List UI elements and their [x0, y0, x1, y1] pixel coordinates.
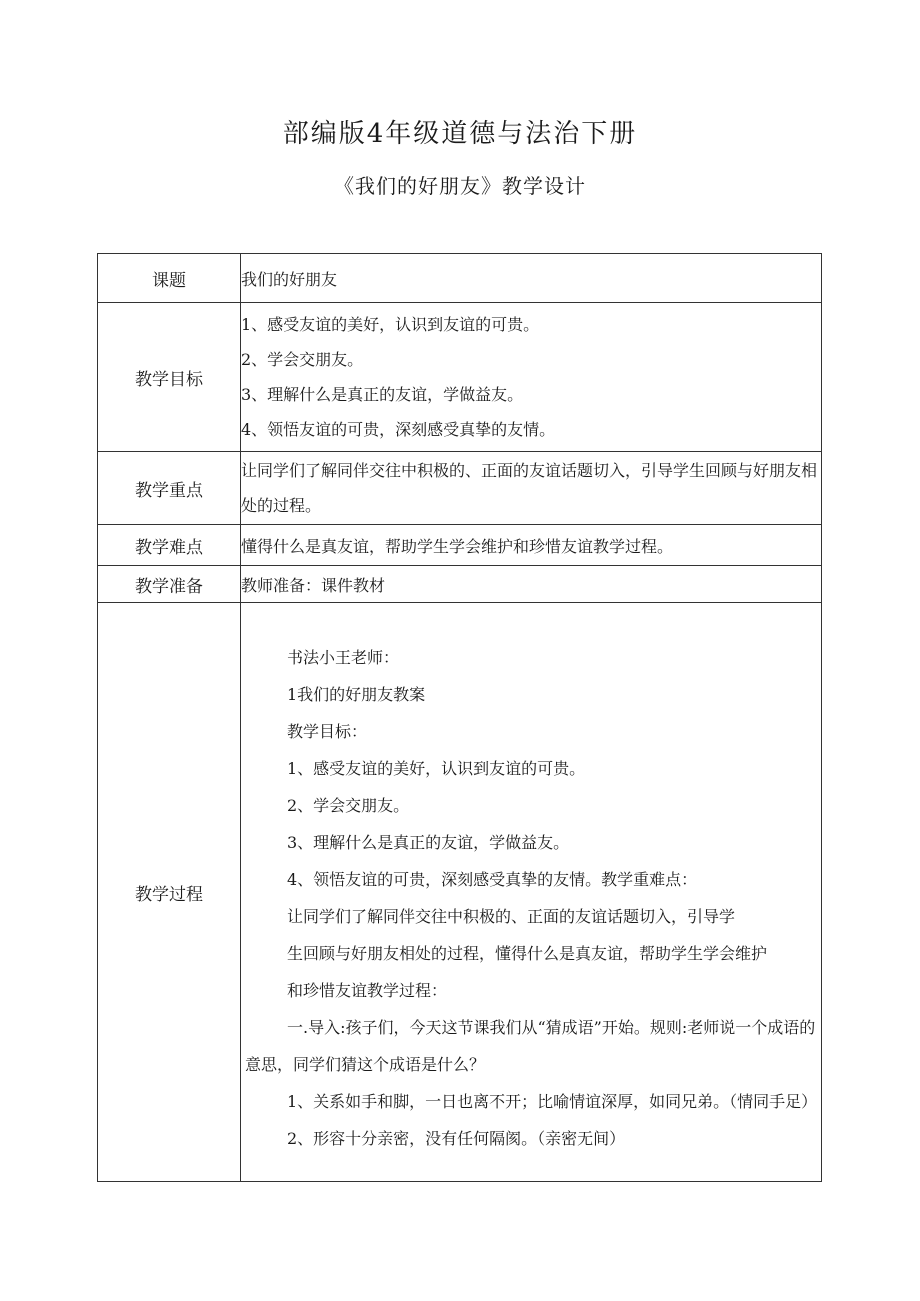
key-points-label: 教学重点 — [98, 452, 241, 525]
process-line: 和珍惜友谊教学过程： — [287, 981, 448, 1000]
preparation-label: 教学准备 — [98, 566, 241, 603]
goal-item: 2、学会交朋友。 — [241, 350, 364, 369]
process-paragraph: 2、形容十分亲密，没有任何隔阂。（亲密无间） — [287, 1129, 626, 1148]
process-line: 1我们的好朋友教案 — [287, 685, 426, 704]
process-content — [241, 603, 822, 1182]
process-line: 2、学会交朋友。 — [287, 796, 410, 815]
table-row-process — [98, 603, 822, 1182]
process-label: 教学过程 — [98, 603, 241, 1182]
process-line: 让同学们了解同伴交往中积极的、正面的友谊话题切入，引导学 — [287, 907, 736, 926]
goal-item: 3、理解什么是真正的友谊，学做益友。 — [241, 385, 524, 404]
difficulties-label: 教学难点 — [98, 525, 241, 566]
process-paragraph: 1、关系如手和脚，一日也离不开；比喻情谊深厚，如同兄弟。（情同手足） — [287, 1092, 818, 1111]
document-subtitle: 《我们的好朋友》教学设计 — [334, 174, 586, 198]
process-line: 4、领悟友谊的可贵，深刻感受真挚的友情。教学重难点： — [287, 870, 698, 889]
table-row-difficulties — [98, 525, 822, 566]
process-line: 3、理解什么是真正的友谊，学做益友。 — [287, 833, 570, 852]
topic-value: 我们的好朋友 — [241, 254, 822, 303]
table-row-goals — [98, 303, 822, 452]
process-line: 书法小王老师： — [287, 648, 400, 667]
preparation-value: 教师准备：课件教材 — [241, 566, 822, 603]
goals-list — [241, 303, 822, 452]
table-row-key-points — [98, 452, 822, 525]
process-line: 1、感受友谊的美好，认识到友谊的可贵。 — [287, 759, 586, 778]
lesson-plan-table — [97, 253, 822, 1182]
process-line: 生回顾与好朋友相处的过程，懂得什么是真友谊，帮助学生学会维护 — [287, 944, 768, 963]
goal-item: 1、感受友谊的美好，认识到友谊的可贵。 — [241, 315, 540, 334]
goal-item: 4、领悟友谊的可贵，深刻感受真挚的友情。 — [241, 420, 556, 439]
table-row-preparation — [98, 566, 822, 603]
difficulties-value: 懂得什么是真友谊，帮助学生学会维护和珍惜友谊教学过程。 — [241, 525, 822, 566]
table-row-topic — [98, 254, 822, 303]
topic-label: 课题 — [98, 254, 241, 303]
key-points-value: 让同学们了解同伴交往中积极的、正面的友谊话题切入，引导学生回顾与好朋友相处的过程。 — [241, 461, 818, 515]
goals-label: 教学目标 — [98, 303, 241, 452]
process-paragraph: 一.导入:孩子们，今天这节课我们从“猜成语”开始。规则:老师说一个成语的意思，同学们猜这个成语是什么？ — [245, 1018, 816, 1074]
process-line: 教学目标： — [287, 722, 368, 741]
document-title: 部编版4年级道德与法治下册 — [282, 119, 638, 149]
